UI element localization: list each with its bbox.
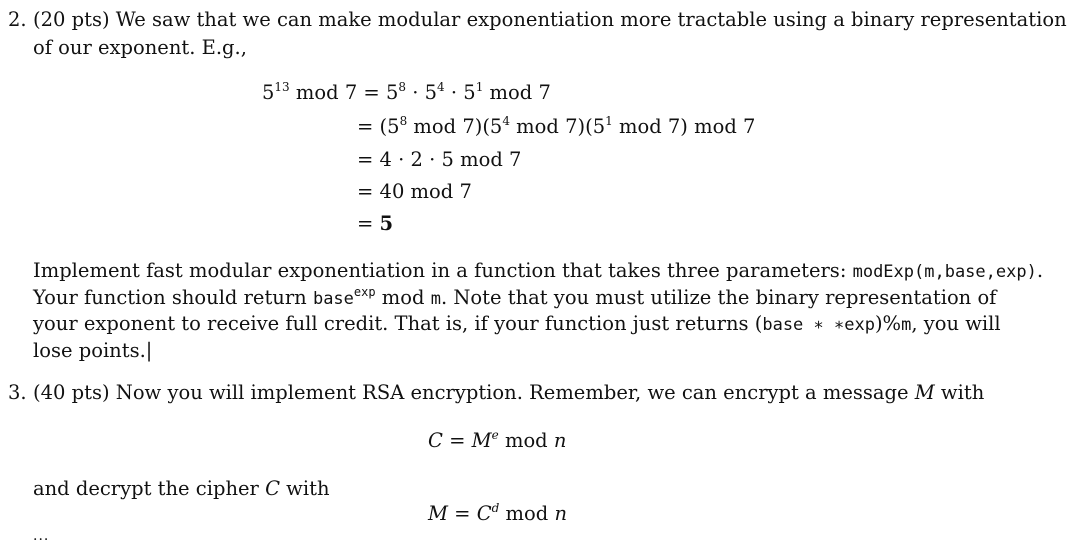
equation-row-4: = 40 mod 7 (357, 180, 472, 203)
impl-line-3: your exponent to receive full credit. That is, if your function just returns (base ∗ ∗exp)%m, you will (33, 312, 1001, 335)
equation-row-3: = 4 · 2 · 5 mod 7 (357, 148, 522, 171)
equation-row-1: $5^{13}$ mod $7 = 5^8 \cdot 5^4 \cdot 5^1$ mod 7 (262, 80, 551, 104)
function-signature: modExp(m,base,exp) (852, 262, 1037, 282)
equation-row-2: = ($5^8$ mod $7)(5^4$ mod $7)(5^1$ mod 7) mod 7 (357, 114, 756, 138)
trailing-cutoff-text: ··· (33, 532, 50, 548)
impl-line-4: lose points.| (33, 339, 153, 362)
problem-3-intro-line1: (40 pts) Now you will implement RSA encryption. Remember, we can encrypt a message M with (33, 381, 985, 404)
encryption-equation: $C = M^e$ mod n (428, 428, 567, 452)
equation-row-5: = 5 (357, 212, 394, 235)
impl-line-2: Your function should return base$^{exp}$ mod m. Note that you must utilize the binary representation of (33, 285, 997, 309)
problem-2-intro-line1: (20 pts) We saw that we can make modular exponentiation more tractable using a binary representation (33, 8, 1067, 31)
problem-3-number: 3. (8, 381, 27, 404)
problem-3-decrypt-line: and decrypt the cipher C with (33, 477, 330, 500)
problem-2-intro-line2: of our exponent. E.g., (33, 36, 247, 59)
result-value: 5 (379, 212, 394, 235)
problem-2-number: 2. (8, 8, 27, 31)
impl-line-1: Implement fast modular exponentiation in a function that takes three parameters: modExp(m,base,exp). (33, 259, 1044, 282)
decryption-equation: $M = C^d$ mod n (428, 501, 568, 525)
